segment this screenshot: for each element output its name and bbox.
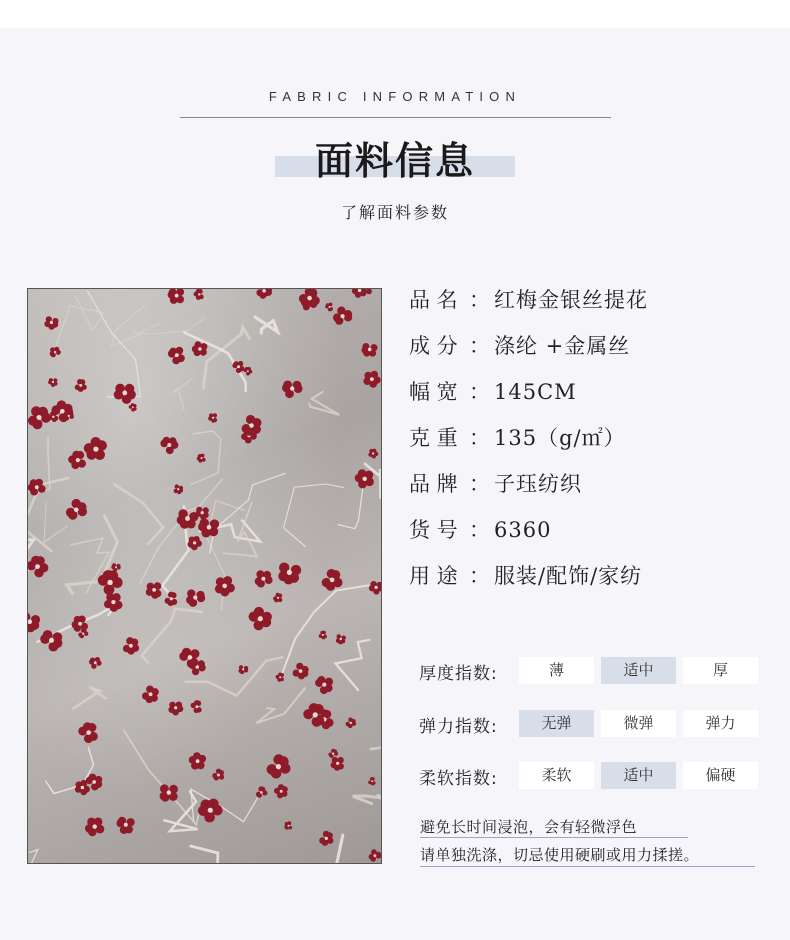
scale-option: 厚 [683, 657, 758, 684]
fabric-photo [27, 288, 382, 864]
spec-label: 克 重 [409, 426, 458, 450]
spec-colon: ： [469, 518, 490, 542]
spec-value: 红梅金银丝提花 [494, 288, 648, 312]
spec-row-brand [409, 468, 582, 498]
spec-label: 用 途 [409, 564, 458, 588]
scale-option: 薄 [519, 657, 594, 684]
spec-row-usage [409, 560, 642, 590]
scale-label: 柔软指数: [419, 769, 498, 789]
care-note-underline [420, 866, 755, 867]
spec-colon: ： [469, 564, 490, 588]
softness-scale [419, 762, 759, 790]
spec-colon: ： [469, 380, 490, 404]
scale-option: 适中 [601, 657, 676, 684]
spec-colon: ： [469, 288, 490, 312]
scale-option: 柔软 [519, 762, 594, 789]
plum-blossom-pattern [28, 289, 382, 864]
care-note-underline [420, 837, 688, 838]
spec-value: 6360 [494, 518, 552, 542]
spec-label: 品 名 [409, 288, 458, 312]
spec-value: 子珏纺织 [494, 472, 582, 496]
scale-option: 弹力 [683, 710, 758, 737]
care-note: 请单独洗涤，切忌使用硬刷或用力揉搓。 [420, 846, 700, 864]
spec-value: 135（g/㎡） [494, 426, 626, 450]
spec-value: 服装/配饰/家纺 [494, 564, 643, 588]
spec-value: 涤纶 +金属丝 [494, 334, 631, 358]
spec-colon: ： [469, 334, 490, 358]
spec-label: 品 牌 [409, 472, 458, 496]
header-divider [180, 117, 611, 118]
scale-option: 适中 [601, 762, 676, 789]
spec-label: 幅 宽 [409, 380, 458, 404]
thickness-scale [419, 657, 759, 685]
spec-row-weight [409, 422, 626, 452]
top-white-band [0, 0, 790, 28]
scale-option: 微弹 [601, 710, 676, 737]
spec-value: 145CM [494, 380, 577, 404]
page-title: 面料信息 [314, 139, 475, 183]
care-note: 避免长时间浸泡，会有轻微浮色 [420, 818, 638, 836]
spec-label: 成 分 [409, 334, 458, 358]
spec-row-composition [409, 330, 630, 360]
spec-label: 货 号 [409, 518, 458, 542]
scale-option: 无弹 [519, 710, 594, 737]
spec-row-item-number [409, 514, 551, 544]
english-title: FABRIC INFORMATION [268, 89, 522, 104]
scale-label: 厚度指数: [419, 664, 498, 684]
spec-colon: ： [469, 426, 490, 450]
spec-row-name [409, 284, 648, 314]
scale-option: 偏硬 [683, 762, 758, 789]
scale-label: 弹力指数: [419, 717, 498, 737]
page-subtitle: 了解面料参数 [340, 203, 449, 222]
spec-colon: ： [469, 472, 490, 496]
spec-row-width [409, 376, 577, 406]
elasticity-scale [419, 710, 759, 738]
